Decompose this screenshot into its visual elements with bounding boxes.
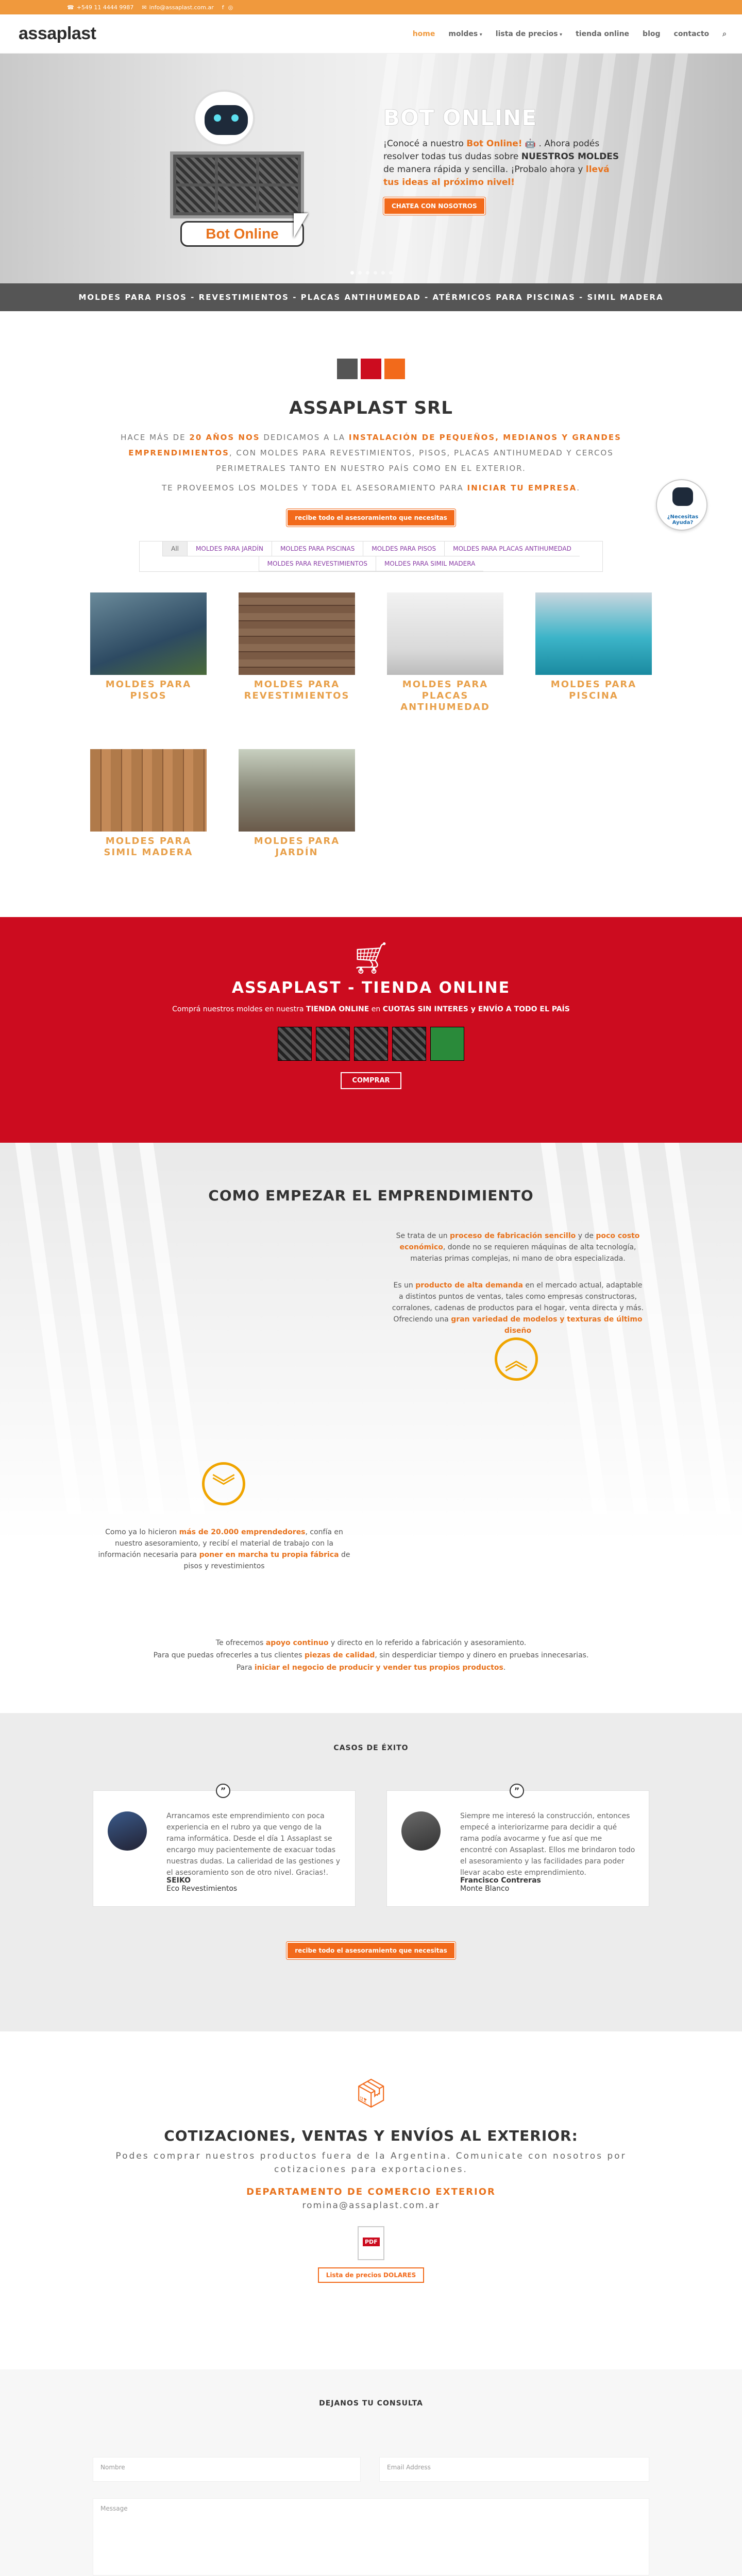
filter-placas[interactable]: MOLDES PARA PLACAS ANTIHUMEDAD: [444, 541, 580, 556]
store-title: ASSAPLAST - TIENDA ONLINE: [231, 979, 511, 997]
gallery-item[interactable]: MOLDES PARA PISCINA: [535, 592, 652, 713]
phone-icon: ☎: [67, 4, 74, 11]
store-text: Comprá nuestros moldes en nuestra TIENDA ONLINE en CUOTAS SIN INTERES y ENVÍO A TODO EL PAÍS: [172, 1005, 570, 1013]
empr-text-e: Para que puedas ofrecerles a tus clientes piezas de calidad, sin desperdiciar tiempo y dinero en pruebas innecesarias.: [153, 1651, 589, 1659]
testimonial-card: [386, 1786, 649, 1907]
export-subtitle: Podes comprar nuestros productos fuera de la Argentina. Comunicate con nosotros por cotizaciones para exportaciones.: [115, 2151, 627, 2175]
help-widget[interactable]: [651, 479, 712, 536]
product-gallery: [90, 592, 652, 858]
gallery-item[interactable]: MOLDES PARA PISOS: [90, 592, 207, 713]
filter-simil-madera[interactable]: MOLDES PARA SIMIL MADERA: [376, 556, 483, 571]
categories-bar: MOLDES PARA PISOS - REVESTIMIENTOS - PLACAS ANTIHUMEDAD - ATÉRMICOS PARA PISCINAS - SIMIL MADERA: [0, 283, 742, 311]
quote-icon: ”: [216, 1784, 230, 1798]
avatar: [108, 1811, 147, 1851]
main-nav: [413, 30, 727, 38]
intro-title: ASSAPLAST SRL: [289, 398, 453, 418]
intro-text: HACE MÁS DE 20 AÑOS NOS DEDICAMOS A LA INSTALACIÓN DE PEQUEÑOS, MEDIANOS Y GRANDES EMPRENDIMIENTOS, CON MOLDES PARA REVESTIMIENTOS, PISOS, PLACAS ANTIHUMEDAD Y CERCOS PERIMETRALES TANTO EN NUESTRO PAÍS COMO EN EL EXTERIOR. TE PROVEEMOS LOS MOLDES Y TODA EL ASESORAMIENTO PARA INICIAR TU EMPRESA.: [121, 433, 621, 493]
bot-illustration: [170, 90, 325, 260]
gallery-item[interactable]: MOLDES PARA SIMIL MADERA: [90, 749, 207, 858]
testimonial-card: [93, 1786, 356, 1907]
empr-text-d: Te ofrecemos apoyo continuo y directo en lo referido a fabricación y asesoramiento.: [215, 1639, 527, 1647]
empr-text-f: Para iniciar el negocio de producir y vender tus propios productos.: [236, 1664, 506, 1672]
export-title: COTIZACIONES, VENTAS Y ENVÍOS AL EXTERIOR:: [164, 2127, 578, 2144]
testimonial-author: SEIKO Eco Revestimientos: [166, 1876, 238, 1893]
message-field[interactable]: Message: [93, 2498, 649, 2575]
avatar: [401, 1811, 441, 1851]
nav-blog[interactable]: blog: [643, 29, 661, 38]
gallery-item[interactable]: MOLDES PARA PLACAS ANTIHUMEDAD: [387, 592, 503, 713]
store-section: [0, 917, 742, 1143]
contact-section: [0, 2369, 742, 2576]
exito-title: CASOS DE ÉXITO: [333, 1744, 409, 1752]
success-cases: [0, 1713, 742, 2031]
slider-dots[interactable]: [350, 271, 393, 275]
filter-piscinas[interactable]: MOLDES PARA PISCINAS: [272, 541, 363, 556]
cart-icon: 🛒︎: [351, 940, 391, 976]
empr-text-c: Como ya lo hicieron más de 20.000 emprendedores, confía en nuestro asesoramiento, y recibí el material de trabajo con la información necesaria para poner en marcha tu propia fábrica de pisos y revestimientos: [98, 1528, 350, 1570]
emprendimiento-section: [0, 1143, 742, 1713]
email-field[interactable]: Email Address: [379, 2457, 649, 2482]
quote-icon: ”: [510, 1784, 524, 1798]
facebook-icon[interactable]: f: [222, 4, 224, 11]
export-email[interactable]: romina@assaplast.com.ar: [302, 2200, 440, 2211]
store-molds: [0, 1027, 742, 1061]
gallery-item[interactable]: MOLDES PARA REVESTIMIENTOS: [239, 592, 355, 713]
testimonial-text: Siempre me interesó la construcción, entonces empecé a interiorizarme para decidir a qué rama podía avocarme y fue así que me encontré con Assaplast. Ellos me brindaron todo el asesoramiento y las facilidades para poder llevar acabo este emprendimiento.: [460, 1812, 635, 1877]
nav-lista-precios[interactable]: lista de precios ▾: [496, 30, 562, 38]
shipping-icon: 📦︎: [353, 2077, 389, 2110]
dollar-price-list-button[interactable]: Lista de precios DOLARES: [318, 2267, 424, 2283]
phone-text: +549 11 4444 9987: [76, 4, 134, 11]
email-icon: ✉: [142, 4, 147, 11]
bot-pill: Bot Online: [180, 221, 304, 247]
empr-title: COMO EMPEZAR EL EMPRENDIMIENTO: [208, 1187, 534, 1204]
testimonial-author: Francisco Contreras Monte Blanco: [460, 1876, 541, 1893]
pdf-icon[interactable]: PDF: [358, 2226, 384, 2260]
empr-text-a: Se trata de un proceso de fabricación sencillo y de poco costo económico, donde no se requieren máquinas de alta tecnología, materias primas complejas, ni mano de obra especializada.: [396, 1232, 640, 1263]
chevron-up-icon: ︽: [495, 1337, 538, 1381]
phone-item[interactable]: [67, 4, 133, 11]
name-field[interactable]: Nombre: [93, 2457, 361, 2482]
site-logo[interactable]: assaplast: [19, 24, 96, 43]
testimonial-text: Arrancamos este emprendimiento con poca experiencia en el rubro ya que vengo de la rama informática. Desde el día 1 Assaplast se encargo muy pacientemente de exacuar todas nuestras dudas. La calieridad de las gestiones y el asesoramiento son de otro nivel. Gracias!.: [166, 1812, 341, 1877]
nav-contacto[interactable]: contacto: [673, 29, 710, 38]
chat-button[interactable]: CHATEA CON NOSOTROS: [383, 197, 485, 215]
email-item[interactable]: [142, 4, 213, 11]
search-icon[interactable]: ⌕: [722, 29, 727, 38]
contact-title: DEJANOS TU CONSULTA: [319, 2399, 423, 2408]
chevron-down-icon: ︾: [202, 1462, 245, 1505]
nav-moldes[interactable]: moldes ▾: [448, 30, 482, 38]
filter-all[interactable]: All: [162, 541, 187, 556]
instagram-icon[interactable]: ◎: [228, 4, 233, 11]
hero-text: ¡Conocé a nuestro Bot Online! 🤖 . Ahora podés resolver todas tus dudas sobre NUESTROS MOLDES de manera rápida y sencilla. ¡Probalo ahora y llevá tus ideas al próximo nivel!: [383, 139, 619, 188]
site-header: [0, 14, 742, 54]
top-bar: [0, 0, 742, 14]
color-squares: [0, 359, 742, 379]
gallery-item[interactable]: MOLDES PARA JARDÍN: [239, 749, 355, 858]
nav-tienda[interactable]: tienda online: [576, 29, 630, 38]
buy-button[interactable]: COMPRAR: [341, 1072, 401, 1089]
email-text: info@assaplast.com.ar: [149, 4, 214, 11]
advice-button[interactable]: recibe todo el asesoramiento que necesitas: [286, 509, 455, 527]
export-department: DEPARTAMENTO DE COMERCIO EXTERIOR: [246, 2187, 496, 2197]
nav-home[interactable]: home: [412, 29, 435, 38]
advice-button-2[interactable]: recibe todo el asesoramiento que necesitas: [286, 1942, 455, 1959]
export-section: [0, 2031, 742, 2369]
empr-text-b: Es un producto de alta demanda en el mercado actual, adaptable a distintos puntos de ventas, tales como empresas constructoras, corralones, cadenas de productos para el hogar, venta directa y más. Ofreciendo una gran variedad de modelos y texturas de último diseño: [392, 1281, 644, 1335]
hero-slider: [0, 54, 742, 283]
gallery-filters: [139, 541, 603, 572]
hero-title: BOT ONLINE: [383, 105, 537, 130]
filter-revestimientos[interactable]: MOLDES PARA REVESTIMIENTOS: [259, 556, 376, 571]
filter-pisos[interactable]: MOLDES PARA PISOS: [363, 541, 444, 556]
cursor-icon: [294, 213, 308, 238]
filter-jardin[interactable]: MOLDES PARA JARDÍN: [187, 541, 272, 556]
help-label: ¿Necesitas Ayuda?: [667, 514, 699, 526]
